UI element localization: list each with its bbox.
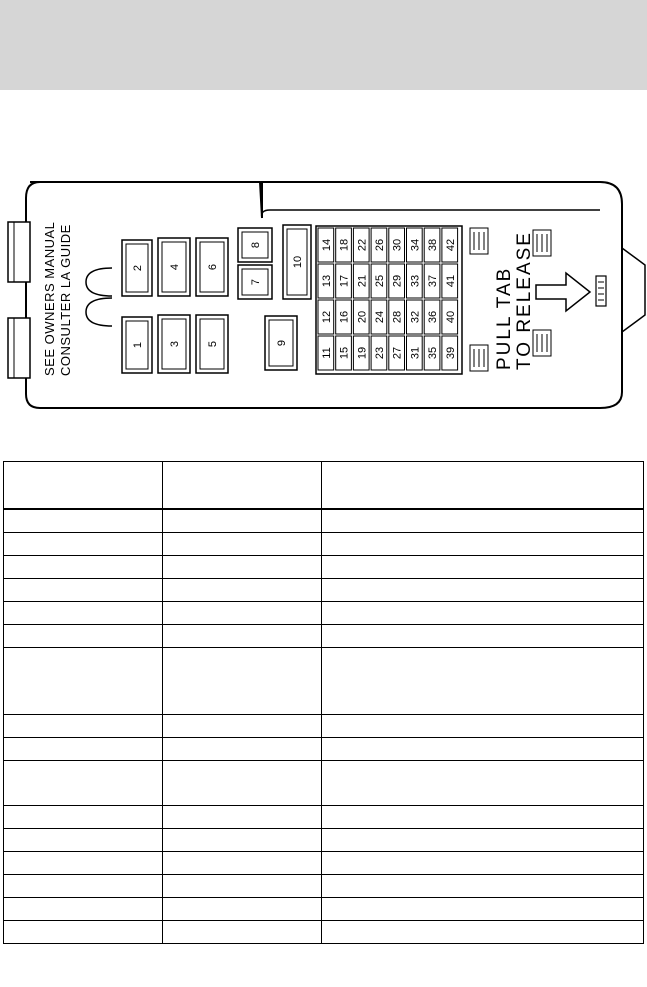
large-fuse-9 <box>265 316 297 370</box>
pull-tab-line-1: PULL TAB <box>494 266 515 370</box>
table-header-row <box>4 462 644 510</box>
mini-fuse-label-32: 32 <box>409 310 422 324</box>
mini-fuse-label-22: 22 <box>356 238 369 252</box>
table-row <box>4 738 644 761</box>
hinge-top <box>8 222 30 282</box>
hinge-bottom <box>8 318 30 378</box>
mini-fuse-label-37: 37 <box>427 274 440 288</box>
pull-tab-line-2: TO RELEASE <box>514 231 535 370</box>
table-row <box>4 533 644 556</box>
header-col-1 <box>4 462 163 510</box>
clip-icon-right-bottom <box>533 330 551 356</box>
mini-fuse-label-36: 36 <box>427 310 440 324</box>
large-fuse-4-label: 4 <box>169 263 181 271</box>
table-row <box>4 602 644 625</box>
notice-line-2: CONSULTER LA GUIDE <box>58 224 73 376</box>
mini-fuse-label-20: 20 <box>356 310 369 324</box>
table-row <box>4 509 644 533</box>
header-col-3 <box>322 462 644 510</box>
large-fuse-1-label: 1 <box>132 341 144 349</box>
mini-fuse-label-39: 39 <box>444 346 457 360</box>
mini-fuse-label-27: 27 <box>391 346 404 360</box>
mini-fuse-label-35: 35 <box>427 346 440 360</box>
mini-fuse-label-15: 15 <box>338 346 351 360</box>
large-fuse-7-label: 7 <box>250 278 262 286</box>
table-row <box>4 898 644 921</box>
header-col-2 <box>163 462 322 510</box>
large-fuse-2 <box>122 240 152 296</box>
table-row <box>4 625 644 648</box>
mini-fuse-label-29: 29 <box>391 274 404 288</box>
large-fuse-6 <box>196 238 228 296</box>
mini-fuse-label-33: 33 <box>409 274 422 288</box>
large-fuse-8-label: 8 <box>250 241 262 249</box>
mini-fuse-label-17: 17 <box>338 274 351 288</box>
table-row <box>4 556 644 579</box>
table-row <box>4 852 644 875</box>
clip-icon-top <box>470 228 488 254</box>
mini-fuse-label-42: 42 <box>444 238 457 252</box>
mini-fuse-label-26: 26 <box>373 238 386 252</box>
mini-fuse-label-25: 25 <box>373 274 386 288</box>
mini-fuse-label-28: 28 <box>391 310 404 324</box>
mini-fuse-label-31: 31 <box>409 346 422 360</box>
table-row <box>4 875 644 898</box>
table-row <box>4 648 644 715</box>
large-fuse-2-label: 2 <box>132 264 144 272</box>
table-row <box>4 761 644 806</box>
large-fuse-1 <box>122 317 152 373</box>
mini-fuse-label-40: 40 <box>444 310 457 324</box>
large-fuse-10-label: 10 <box>292 255 304 269</box>
large-fuse-3 <box>158 315 190 373</box>
page-header-band <box>0 0 647 90</box>
large-fuse-5-label: 5 <box>207 340 219 348</box>
clip-icon-bottom <box>470 345 488 371</box>
large-fuse-10 <box>283 225 311 299</box>
mini-fuse-label-16: 16 <box>338 310 351 324</box>
mini-fuse-label-11: 11 <box>320 347 333 359</box>
mini-fuse-label-18: 18 <box>338 238 351 252</box>
large-fuse-4 <box>158 238 190 296</box>
mini-fuse-label-41: 41 <box>444 274 457 288</box>
large-fuse-6-label: 6 <box>207 263 219 271</box>
table-row <box>4 921 644 944</box>
mini-fuse-label-34: 34 <box>409 238 422 252</box>
large-fuse-5 <box>196 315 228 373</box>
table-row <box>4 579 644 602</box>
table-row <box>4 715 644 738</box>
mini-fuse-label-21: 21 <box>356 274 369 288</box>
large-fuse-8 <box>238 228 272 262</box>
fuse-table <box>3 461 644 944</box>
mini-fuse-label-19: 19 <box>356 346 369 360</box>
mini-fuse-label-24: 24 <box>373 310 386 324</box>
large-fuse-7 <box>238 265 272 299</box>
table-row <box>4 806 644 829</box>
table-row <box>4 829 644 852</box>
mini-fuse-label-30: 30 <box>391 238 404 252</box>
notice-line-1: SEE OWNERS MANUAL <box>42 221 57 376</box>
mini-fuse-label-23: 23 <box>373 346 386 360</box>
mini-fuse-label-12: 12 <box>320 310 333 324</box>
tab-latch <box>596 276 606 306</box>
pull-tab <box>622 248 645 332</box>
mini-fuse-label-38: 38 <box>427 238 440 252</box>
fuse-panel-diagram <box>0 170 647 420</box>
table-body <box>4 509 644 944</box>
clip-icon-right-top <box>533 230 551 256</box>
mini-fuse-label-14: 14 <box>320 238 333 252</box>
mini-fuse-label-13: 13 <box>320 274 333 288</box>
large-fuse-9-label: 9 <box>276 339 288 347</box>
large-fuse-3-label: 3 <box>169 340 181 348</box>
